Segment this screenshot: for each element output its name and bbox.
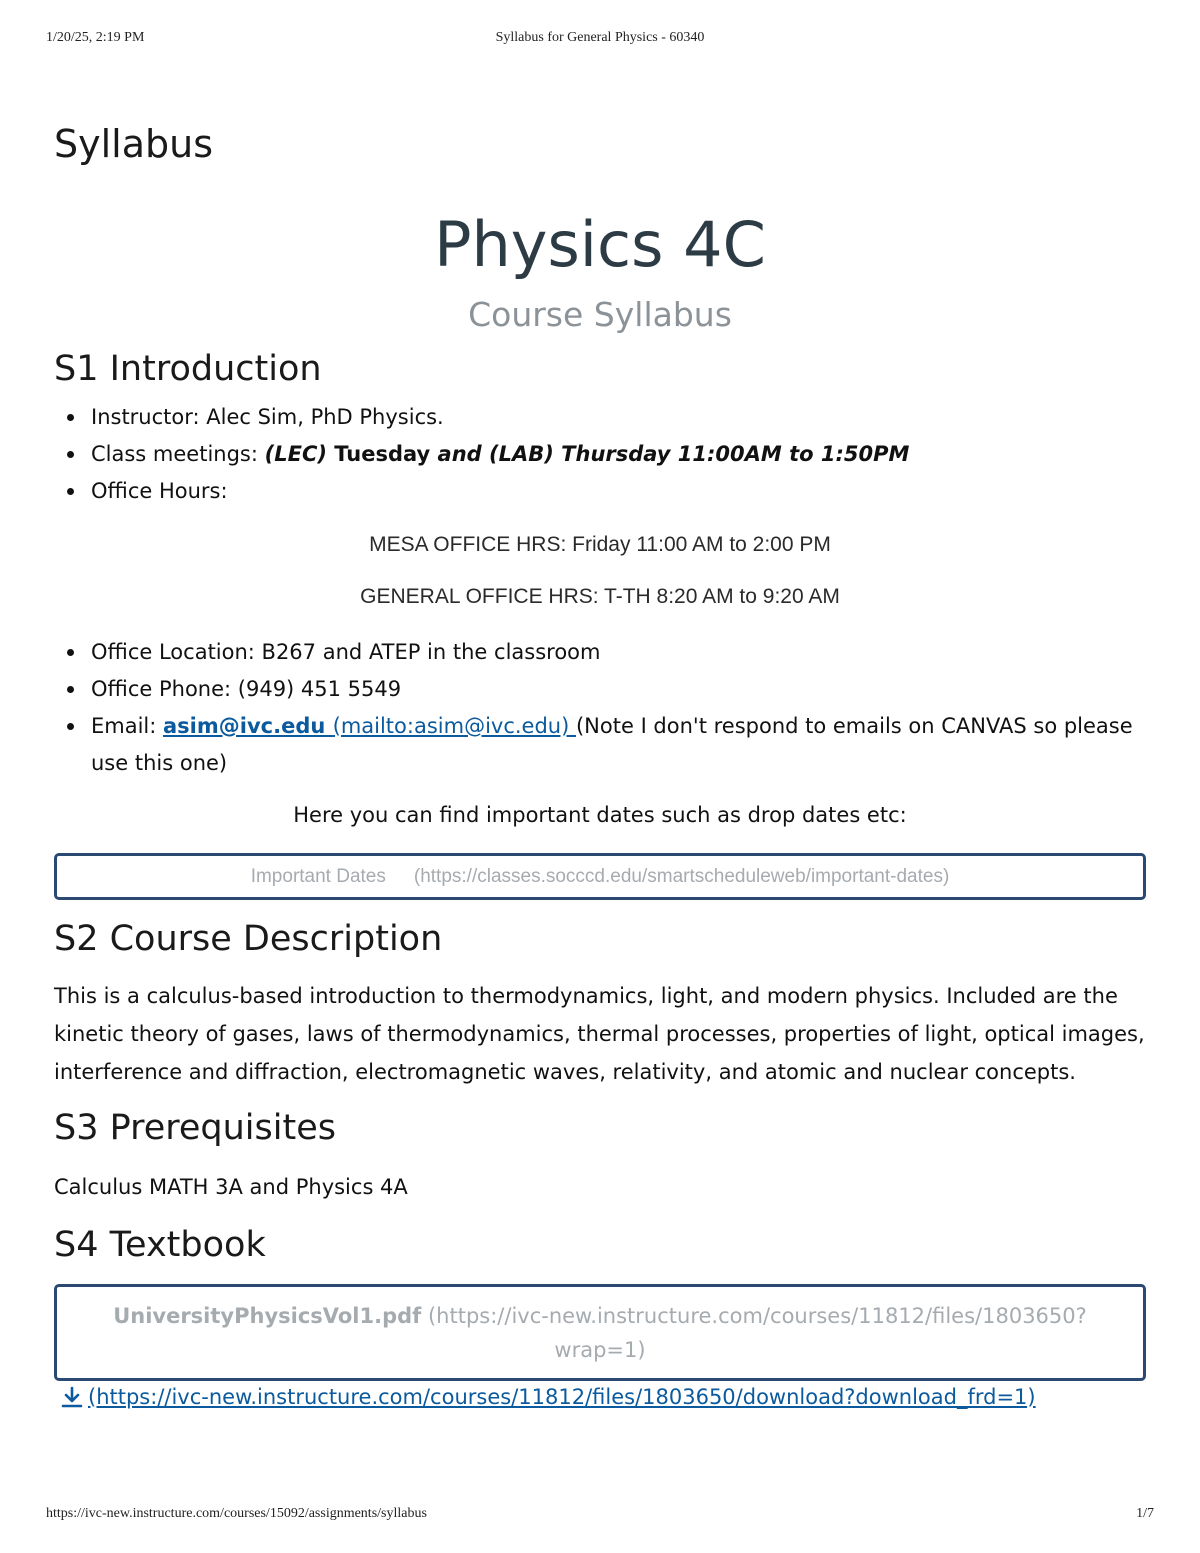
list-item-class-meetings (91, 436, 1146, 473)
important-dates-url: (https://classes.socccd.edu/smartscheduleweb/important-dates) (413, 866, 950, 887)
email-note: (Note I don't respond to emails on CANVAS so please use this one) (91, 714, 1133, 775)
download-icon[interactable] (60, 1385, 84, 1409)
email-mailto-link[interactable]: (mailto:asim@ivc.edu) (332, 714, 576, 738)
important-dates-link[interactable]: Important Dates (250, 866, 386, 887)
class-meetings-label: Class meetings: (91, 442, 265, 466)
prerequisites-text: Calculus MATH 3A and Physics 4A (54, 1175, 408, 1199)
class-meetings-lec: (LEC) (264, 442, 327, 466)
textbook-download-row[interactable] (60, 1382, 1036, 1412)
list-item-office-phone: Office Phone: (949) 451 5549 (91, 671, 1146, 708)
print-page-number: 1/7 (1136, 1506, 1154, 1521)
list-item-office-hours: Office Hours: (91, 473, 1146, 510)
textbook-file-link[interactable]: UniversityPhysicsVol1.pdf (113, 1304, 422, 1328)
page-title: Syllabus (54, 122, 214, 166)
textbook-file-url: (https://ivc-new.instructure.com/courses/11812/files/1803650?wrap=1) (421, 1304, 1087, 1362)
email-link[interactable]: asim@ivc.edu (163, 714, 333, 738)
mesa-office-hours: MESA OFFICE HRS: Friday 11:00 AM to 2:00 PM (369, 533, 831, 556)
section-heading-textbook: S4 Textbook (54, 1225, 266, 1265)
introduction-list (54, 399, 1146, 510)
class-meetings-time: Thursday 11:00AM to 1:50PM (561, 442, 910, 466)
textbook-file-box[interactable] (54, 1284, 1146, 1381)
print-header (46, 30, 1154, 50)
contact-list (54, 634, 1146, 782)
list-item-office-location: Office Location: B267 and ATEP in the classroom (91, 634, 1146, 671)
class-meetings-tuesday: Tuesday (326, 442, 438, 466)
course-subtitle: Course Syllabus (468, 295, 732, 334)
list-item-email (91, 708, 1146, 782)
print-url: https://ivc-new.instructure.com/courses/15092/assignments/syllabus (46, 1506, 427, 1521)
class-meetings-and: and (437, 442, 482, 466)
general-office-hours: GENERAL OFFICE HRS: T-TH 8:20 AM to 9:20 AM (360, 585, 840, 608)
section-heading-prerequisites: S3 Prerequisites (54, 1108, 336, 1148)
email-label: Email: (91, 714, 164, 738)
course-title: Physics 4C (434, 208, 766, 281)
print-date: 1/20/25, 2:19 PM (46, 30, 145, 45)
list-item-instructor: Instructor: Alec Sim, PhD Physics. (91, 399, 1146, 436)
section-heading-course-description: S2 Course Description (54, 919, 443, 959)
important-dates-intro: Here you can find important dates such as drop dates etc: (293, 803, 907, 827)
print-footer (46, 1506, 1154, 1526)
section-heading-introduction: S1 Introduction (54, 349, 322, 389)
course-description-text: This is a calculus-based introduction to thermodynamics, light, and modern physics. Included are the kinetic theory of gases, laws of thermodynamics, thermal processes, properties of light, optical images, interference and diffraction, electromagnetic waves, relativity, and atomic and nuclear concepts. (54, 984, 1145, 1084)
class-meetings-lab: (LAB) (481, 442, 562, 466)
textbook-download-link[interactable]: (https://ivc-new.instructure.com/courses/11812/files/1803650/download?download_frd=1) (88, 1385, 1036, 1409)
important-dates-box[interactable] (54, 853, 1146, 900)
print-doc-title: Syllabus for General Physics - 60340 (495, 30, 705, 45)
